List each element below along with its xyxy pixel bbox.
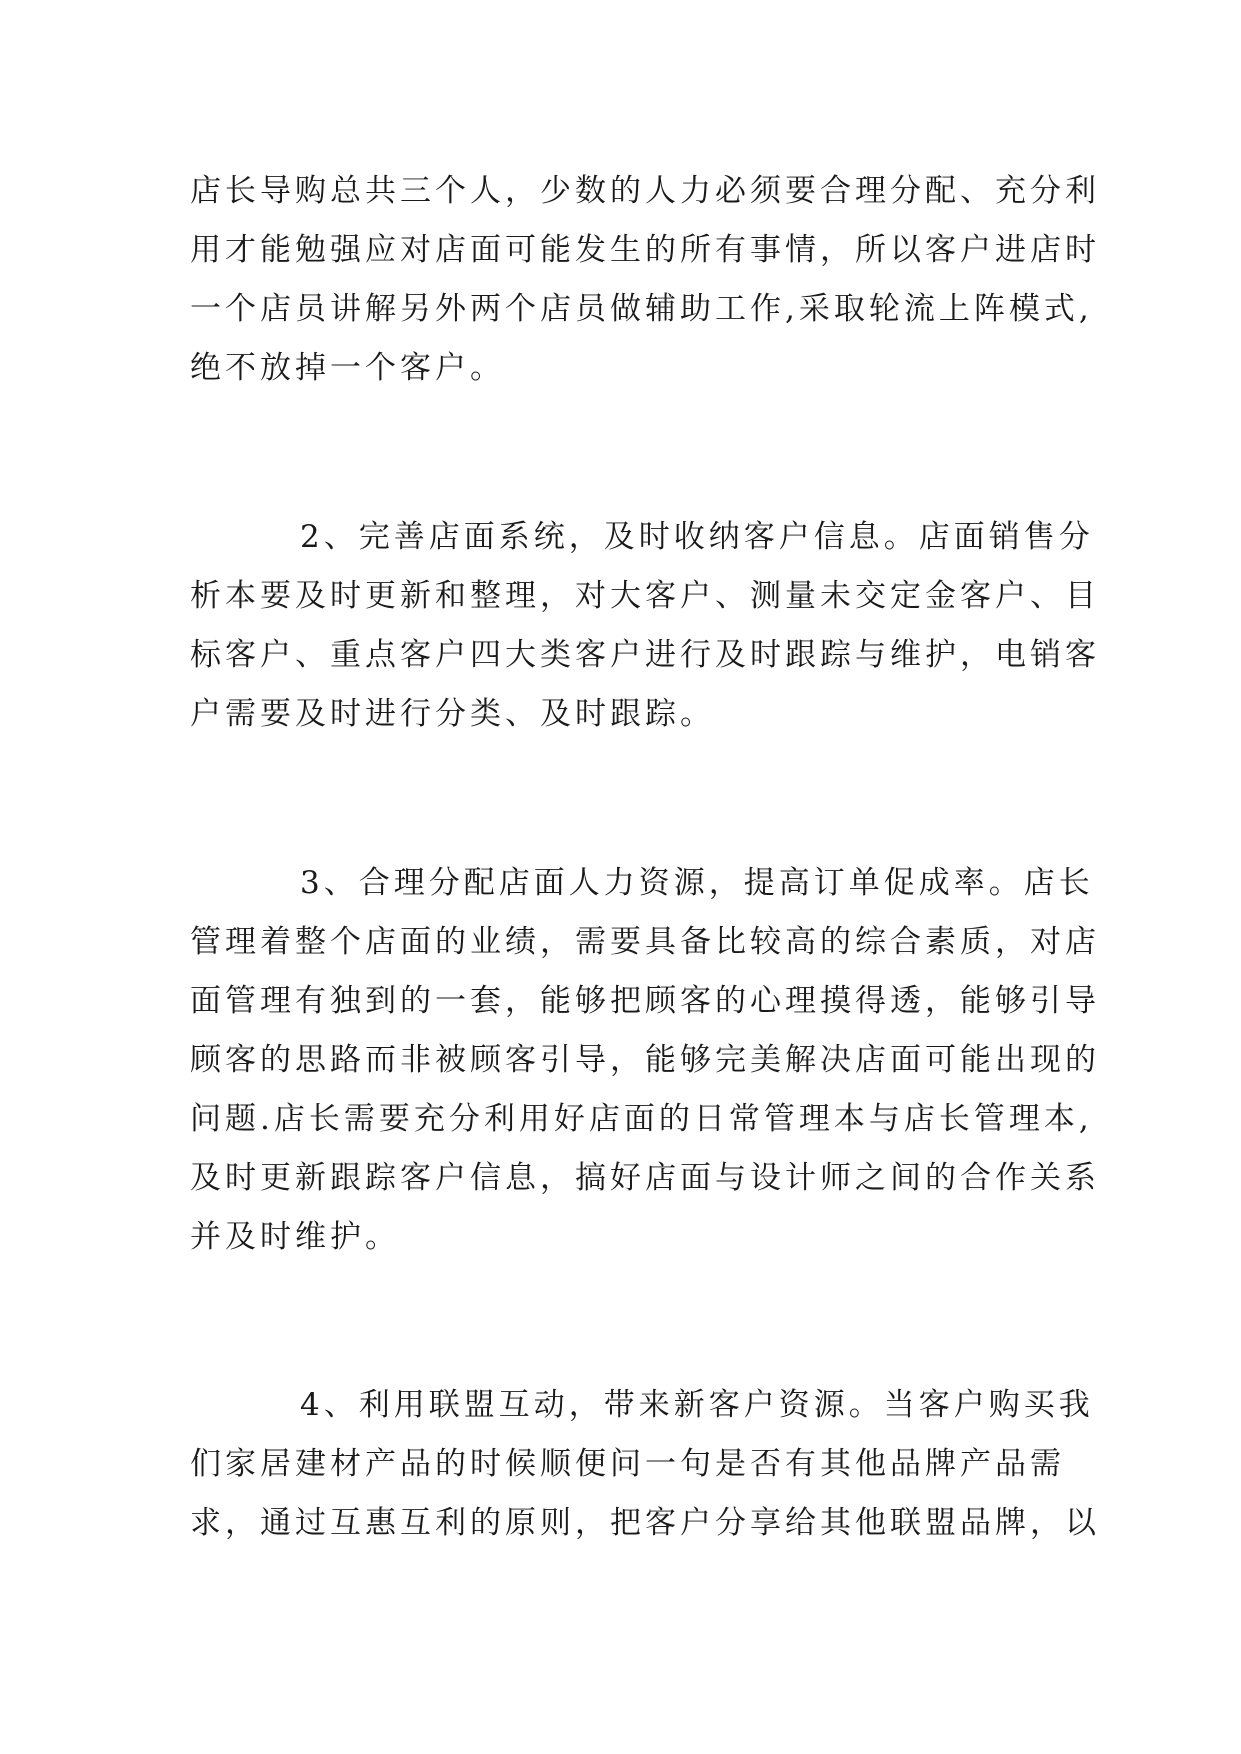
- text-line: 3、合理分配店面人力资源，提高订单促成率。店长: [300, 865, 1094, 901]
- text-line: 店长导购总共三个人，少数的人力必须要合理分配、充分利: [190, 173, 1100, 209]
- paragraph-staff-allocation: [190, 162, 1100, 398]
- text-line: 2、完善店面系统，及时收纳客户信息。店面销售分: [300, 519, 1094, 555]
- paragraph-alliance: [190, 1376, 1100, 1553]
- text-line: 管理着整个店面的业绩，需要具备比较高的综合素质，对店: [190, 924, 1100, 960]
- text-line: 析本要及时更新和整理，对大客户、测量未交定金客户、目: [190, 578, 1100, 614]
- text-line: 面管理有独到的一套，能够把顾客的心理摸得透，能够引导: [190, 983, 1100, 1019]
- text-line: 4、利用联盟互动，带来新客户资源。当客户购买我: [300, 1387, 1094, 1423]
- text-line: 求，通过互惠互利的原则，把客户分享给其他联盟品牌，以: [190, 1505, 1100, 1541]
- paragraph-store-system: [190, 508, 1100, 744]
- text-line: 标客户、重点客户四大类客户进行及时跟踪与维护，电销客: [190, 637, 1100, 673]
- text-line: 户需要及时进行分类、及时跟踪。: [190, 696, 715, 732]
- text-line: 用才能勉强应对店面可能发生的所有事情，所以客户进店时: [190, 232, 1100, 268]
- paragraph-human-resources: [190, 854, 1100, 1267]
- text-line: 问题.店长需要充分利用好店面的日常管理本与店长管理本,: [190, 1101, 1093, 1137]
- text-line: 绝不放掉一个客户。: [190, 350, 505, 386]
- text-line: 们家居建材产品的时候顺便问一句是否有其他品牌产品需: [190, 1446, 1065, 1482]
- text-line: 顾客的思路而非被顾客引导，能够完美解决店面可能出现的: [190, 1042, 1100, 1078]
- text-line: 及时更新跟踪客户信息，搞好店面与设计师之间的合作关系: [190, 1160, 1100, 1196]
- text-line: 一个店员讲解另外两个店员做辅助工作,采取轮流上阵模式,: [190, 291, 1093, 327]
- text-line: 并及时维护。: [190, 1219, 400, 1255]
